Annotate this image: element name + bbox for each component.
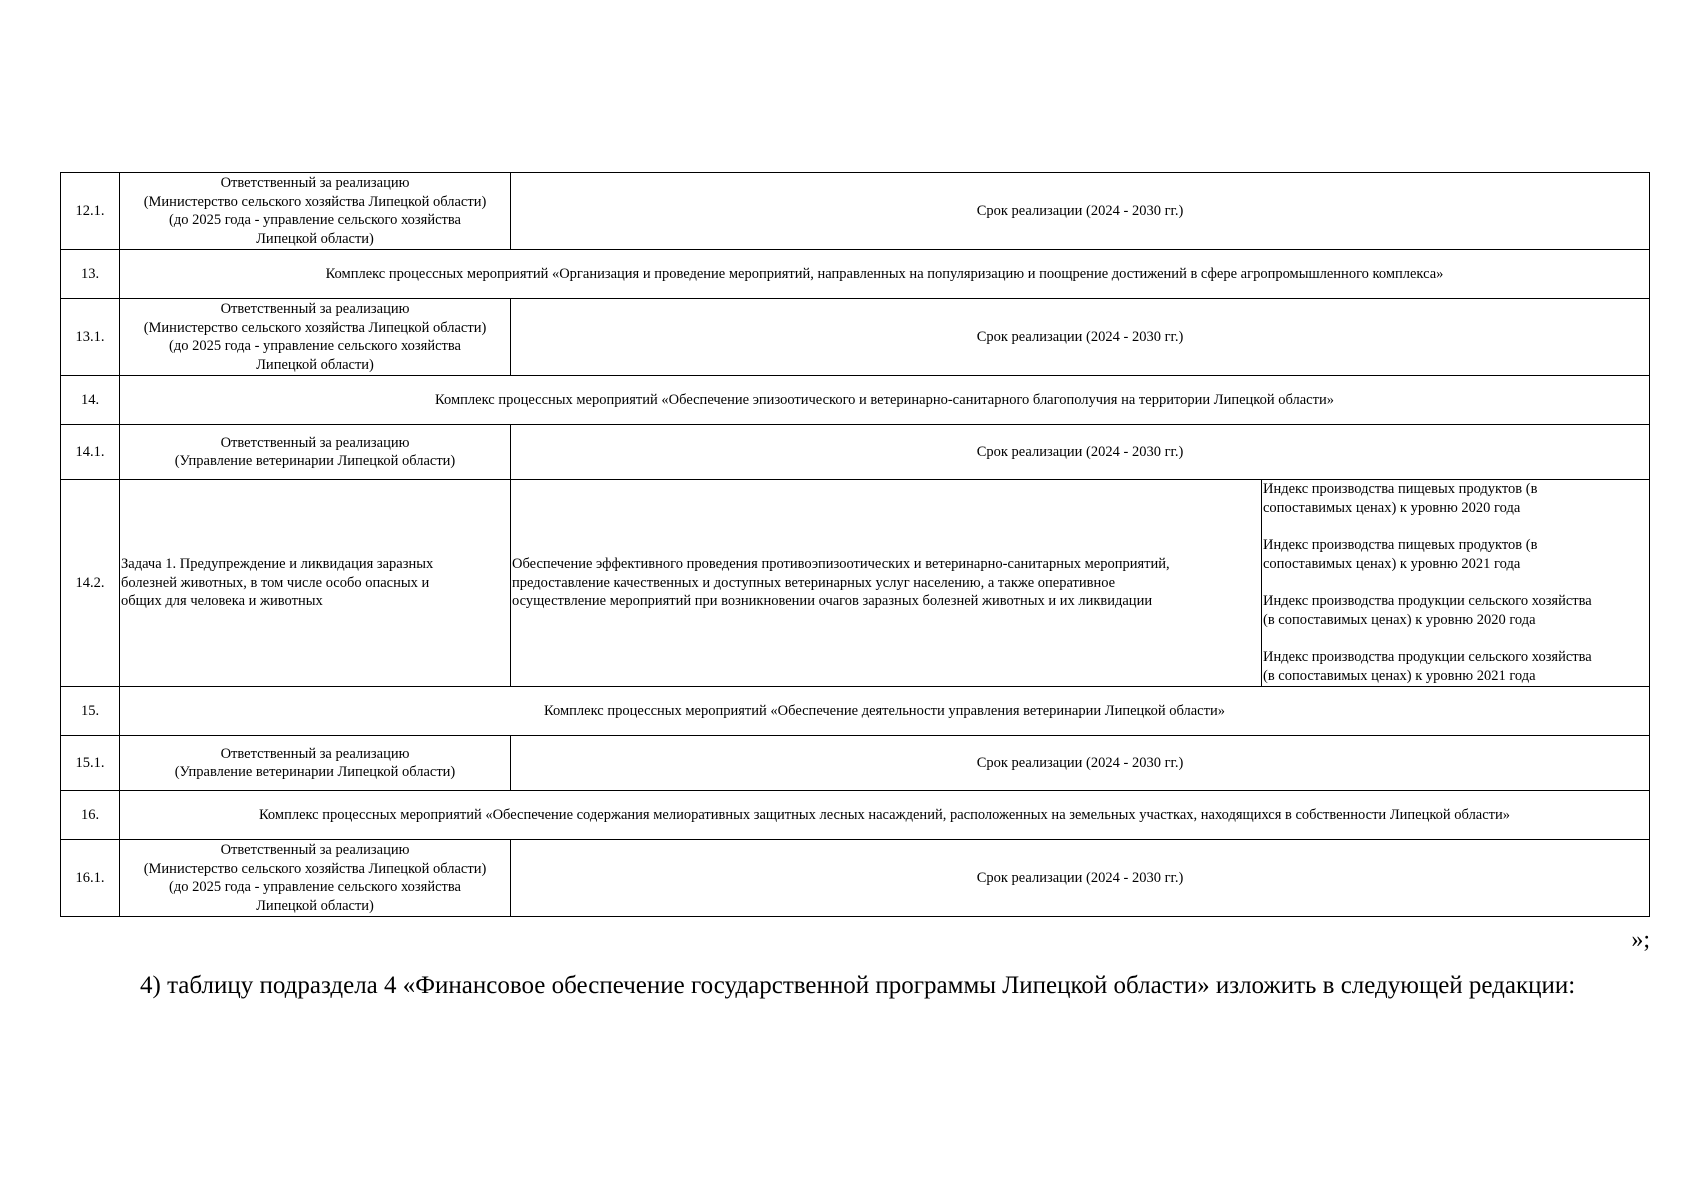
table-row xyxy=(61,736,1650,791)
table-row xyxy=(61,299,1650,376)
row-number: 13.1. xyxy=(61,299,120,376)
responsible-line: (Министерство сельского хозяйства Липецкой области) xyxy=(143,319,487,336)
program-structure-table xyxy=(60,172,1650,917)
responsible-line: (до 2025 года - управление сельского хозяйства xyxy=(169,879,461,895)
responsible-line: Липецкой области) xyxy=(256,230,374,247)
indicator-line: (в сопоставимых ценах) к уровню 2021 года xyxy=(1263,667,1536,684)
responsible-line: Ответственный за реализацию xyxy=(220,842,410,858)
responsible-cell xyxy=(120,840,511,917)
table-row xyxy=(61,173,1650,250)
complex-title-cell: Комплекс процессных мероприятий «Обеспечение содержания мелиоративных защитных лесных насаждений, расположенных на земельных участках, находящихся в собственности Липецкой области» xyxy=(120,791,1650,840)
responsible-line: (Министерство сельского хозяйства Липецкой области) xyxy=(143,193,487,210)
task-line: Задача 1. Предупреждение и ликвидация заразных xyxy=(121,556,434,573)
responsible-line: Ответственный за реализацию xyxy=(220,745,410,762)
effect-line: осуществление мероприятий при возникновении очагов заразных болезней животных и их ликвидации xyxy=(512,593,1153,610)
indicator-line: Индекс производства пищевых продуктов (в xyxy=(1263,481,1538,497)
responsible-line: Липецкой области) xyxy=(256,897,374,914)
task-line: болезней животных, в том числе особо опасных и xyxy=(121,574,430,591)
table-row xyxy=(61,840,1650,917)
responsible-line: (Министерство сельского хозяйства Липецкой области) xyxy=(143,860,487,877)
row-number: 13. xyxy=(61,250,120,299)
responsible-cell xyxy=(120,736,511,791)
period-cell: Срок реализации (2024 - 2030 гг.) xyxy=(511,173,1650,250)
complex-title-cell: Комплекс процессных мероприятий «Обеспечение деятельности управления ветеринарии Липецкой области» xyxy=(120,687,1650,736)
row-number: 14. xyxy=(61,376,120,425)
row-number: 14.1. xyxy=(61,425,120,480)
indicator-line: Индекс производства продукции сельского хозяйства xyxy=(1263,593,1592,609)
indicator-line: сопоставимых ценах) к уровню 2020 года xyxy=(1263,499,1521,516)
indicator-item xyxy=(1263,592,1649,629)
indicator-item xyxy=(1263,480,1649,517)
task-line: общих для человека и животных xyxy=(121,593,323,610)
task-cell xyxy=(120,480,511,687)
indicator-item xyxy=(1263,536,1649,573)
row-number: 12.1. xyxy=(61,173,120,250)
indicator-line: Индекс производства продукции сельского хозяйства xyxy=(1263,649,1592,665)
responsible-cell xyxy=(120,425,511,480)
table-row xyxy=(61,250,1650,299)
indicator-line: сопоставимых ценах) к уровню 2021 года xyxy=(1263,555,1521,572)
effect-line: Обеспечение эффективного проведения противоэпизоотических и ветеринарно-санитарных мероприятий, xyxy=(512,556,1170,573)
table-row xyxy=(61,376,1650,425)
period-cell: Срок реализации (2024 - 2030 гг.) xyxy=(511,736,1650,791)
responsible-line: (до 2025 года - управление сельского хозяйства xyxy=(169,212,461,228)
responsible-line: Ответственный за реализацию xyxy=(220,301,410,317)
row-number: 15.1. xyxy=(61,736,120,791)
responsible-line: (Управление ветеринарии Липецкой области) xyxy=(174,764,456,780)
period-cell: Срок реализации (2024 - 2030 гг.) xyxy=(511,840,1650,917)
responsible-line: (Управление ветеринарии Липецкой области) xyxy=(174,453,456,469)
complex-title-cell: Комплекс процессных мероприятий «Организация и проведение мероприятий, направленных на популяризацию и поощрение достижений в сфере агропромышленного комплекса» xyxy=(120,250,1650,299)
table-row xyxy=(61,791,1650,840)
responsible-line: Липецкой области) xyxy=(256,356,374,373)
responsible-cell xyxy=(120,299,511,376)
row-number: 15. xyxy=(61,687,120,736)
responsible-line: Ответственный за реализацию xyxy=(220,175,410,191)
table-row xyxy=(61,480,1650,687)
row-number: 16.1. xyxy=(61,840,120,917)
table-row xyxy=(61,687,1650,736)
responsible-cell xyxy=(120,173,511,250)
indicator-item xyxy=(1263,648,1649,685)
indicators-cell xyxy=(1262,480,1650,687)
row-number: 14.2. xyxy=(61,480,120,687)
period-cell: Срок реализации (2024 - 2030 гг.) xyxy=(511,299,1650,376)
row-number: 16. xyxy=(61,791,120,840)
closing-quote: »; xyxy=(1631,927,1650,953)
indicator-line: (в сопоставимых ценах) к уровню 2020 года xyxy=(1263,611,1536,628)
table-row xyxy=(61,425,1650,480)
indicator-line: Индекс производства пищевых продуктов (в xyxy=(1263,537,1538,553)
effect-line: предоставление качественных и доступных ветеринарных услуг населению, а также оперативное xyxy=(512,574,1116,591)
complex-title-cell: Комплекс процессных мероприятий «Обеспечение эпизоотического и ветеринарно-санитарного благополучия на территории Липецкой области» xyxy=(120,376,1650,425)
responsible-line: Ответственный за реализацию xyxy=(220,434,410,451)
period-cell: Срок реализации (2024 - 2030 гг.) xyxy=(511,425,1650,480)
effect-cell xyxy=(511,480,1262,687)
responsible-line: (до 2025 года - управление сельского хозяйства xyxy=(169,338,461,354)
body-paragraph: 4) таблицу подраздела 4 «Финансовое обеспечение государственной программы Липецкой области» изложить в следующей редакции: xyxy=(140,972,1576,999)
